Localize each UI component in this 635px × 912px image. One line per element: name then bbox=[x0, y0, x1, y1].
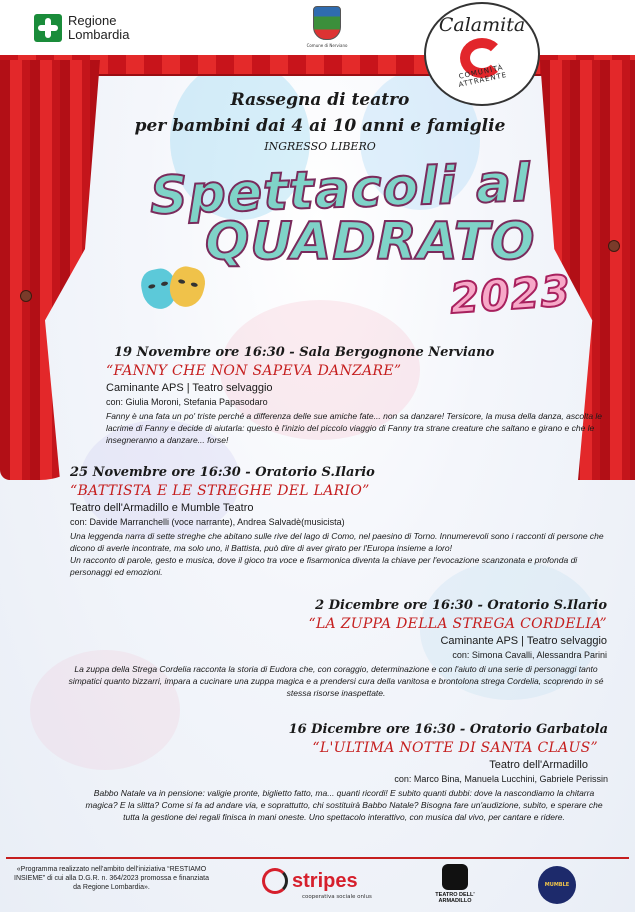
armadillo-logo bbox=[432, 864, 478, 904]
intro-line2: per bambini dai 4 ai 10 anni e famiglie bbox=[134, 116, 506, 136]
calamita-subtitle: COMUNITÀ ATTRAENTE bbox=[457, 63, 508, 89]
title-line1: Spettacoli al bbox=[149, 153, 532, 227]
region-line2: Lombardia bbox=[68, 27, 130, 42]
event-cast: con: Davide Marranchelli (voce narrante), Andrea Salvadè(musicista) bbox=[70, 517, 345, 527]
event-title: “L'ULTIMA NOTTE DI SANTA CLAUS” bbox=[312, 740, 598, 756]
theatre-masks-icon bbox=[142, 265, 212, 315]
curtain-tieback bbox=[20, 290, 32, 302]
event-company: Teatro dell'Armadillo bbox=[489, 759, 588, 771]
title-year: 2023 bbox=[448, 265, 573, 324]
event-company: Caminante APS | Teatro selvaggio bbox=[440, 635, 607, 647]
calamita-title: Calamita bbox=[438, 14, 526, 36]
event-date: 25 Novembre ore 16:30 - Oratorio S.Ilario bbox=[70, 465, 375, 480]
event-company: Teatro dell'Armadillo e Mumble Teatro bbox=[70, 502, 254, 514]
event-company: Caminante APS | Teatro selvaggio bbox=[106, 382, 273, 394]
event-date: 16 Dicembre ore 16:30 - Oratorio Garbatola bbox=[288, 722, 608, 737]
stripes-mark-icon bbox=[262, 868, 288, 894]
armadillo-icon bbox=[442, 864, 468, 890]
event-title: “BATTISTA E LE STREGHE DEL LARIO” bbox=[70, 483, 370, 499]
mumble-logo: MUMBLE bbox=[538, 866, 576, 904]
event-description: Fanny è una fata un po' triste perché a differenza delle sue amiche fate... non sa danzare! Tersicore, la musa della danza, ascolta le lacrime di Fanny e decide di aiutarla: questo è l'inizio del piccolo viaggio di Fanny tra strane creature che saltano e girano e che le insegneranno a danzare... forse! bbox=[106, 411, 603, 445]
event-1 bbox=[106, 345, 606, 446]
event-description: Babbo Natale va in pensione: valigie pronte, biglietto fatto, ma... quanti ricordi! E subito quanti dubbi: dove la nascondiamo la chitarra magica? E la slitta? Come si fa ad andare via, e soprattutto, chi sostituirà Babbo Natale? Bisogna fare un'audizione, subito, e sperare che tutta la gestione dei regali finisca in mani oneste. Uno spettacolo interattivo, con musica dal vivo, per cantare e ridere. bbox=[85, 788, 603, 822]
title-line2: QUADRATO bbox=[205, 212, 536, 272]
event-title: “FANNY CHE NON SAPEVA DANZARE” bbox=[106, 363, 402, 379]
crest-icon bbox=[313, 6, 341, 40]
event-date: 2 Dicembre ore 16:30 - Oratorio S.Ilario bbox=[315, 598, 607, 613]
free-entry: INGRESSO LIBERO bbox=[264, 140, 376, 153]
event-4 bbox=[80, 722, 608, 823]
event-title: “LA ZUPPA DELLA STREGA CORDELIA” bbox=[308, 616, 607, 632]
comune-label: Comune di Nerviano bbox=[306, 43, 348, 48]
armadillo-name: TEATRO DELL' ARMADILLO bbox=[435, 892, 475, 904]
regione-lombardia-logo bbox=[34, 14, 129, 42]
footer-note: «Programma realizzato nell'ambito dell'iniziativa “RESTIAMO INSIEME” di cui alla D.G.R. n. 364/2023 promossa e finanziata da Regione Lombardia». bbox=[14, 866, 209, 891]
lombardia-cross-icon bbox=[34, 14, 62, 42]
stripes-logo bbox=[262, 866, 372, 906]
left-curtain bbox=[0, 60, 100, 480]
region-line1: Regione bbox=[68, 13, 117, 28]
event-cast: con: Marco Bina, Manuela Lucchini, Gabriele Perissin bbox=[394, 774, 608, 784]
footer-divider bbox=[6, 857, 629, 859]
event-description-2: Un racconto di parole, gesto e musica, dove il gioco tra voce e fisarmonica diventa la chiave per l'evocazione scanzonata e profonda di personaggi ed emozioni. bbox=[70, 555, 578, 577]
stripes-name: stripes bbox=[292, 870, 358, 892]
intro-line1: Rassegna di teatro bbox=[230, 90, 410, 110]
event-2 bbox=[70, 465, 610, 578]
region-name bbox=[68, 14, 129, 42]
event-cast: con: Simona Cavalli, Alessandra Parini bbox=[452, 650, 607, 660]
event-description: La zuppa della Strega Cordelia racconta la storia di Eudora che, con coraggio, determinazione e con l'aiuto di una serie di personaggi tanto simpatici quanto bizzarri, impara a cucinare una zuppa magica e a prendersi cura della vanitosa e brontolona strega Cordelia, scoprendo in sé stessa risorse inaspettate. bbox=[68, 664, 604, 698]
tragedy-mask-icon bbox=[166, 263, 209, 310]
event-description: Una leggenda narra di sette streghe che abitano sulle rive del lago di Como, nel paesino di Torno. Innumerevoli sono i racconti di persone che dicono di averle incontrate, ma solo uno, il Battista, può dire di aver girato per l'Europa insieme a loro! bbox=[70, 531, 604, 553]
event-date: 19 Novembre ore 16:30 - Sala Bergognone Nerviano bbox=[114, 345, 495, 360]
event-cast: con: Giulia Moroni, Stefania Papasodaro bbox=[106, 397, 268, 407]
curtain-tieback bbox=[608, 240, 620, 252]
event-3 bbox=[65, 598, 607, 699]
stripes-subtitle: cooperativa sociale onlus bbox=[302, 894, 372, 900]
comune-logo bbox=[305, 6, 349, 48]
